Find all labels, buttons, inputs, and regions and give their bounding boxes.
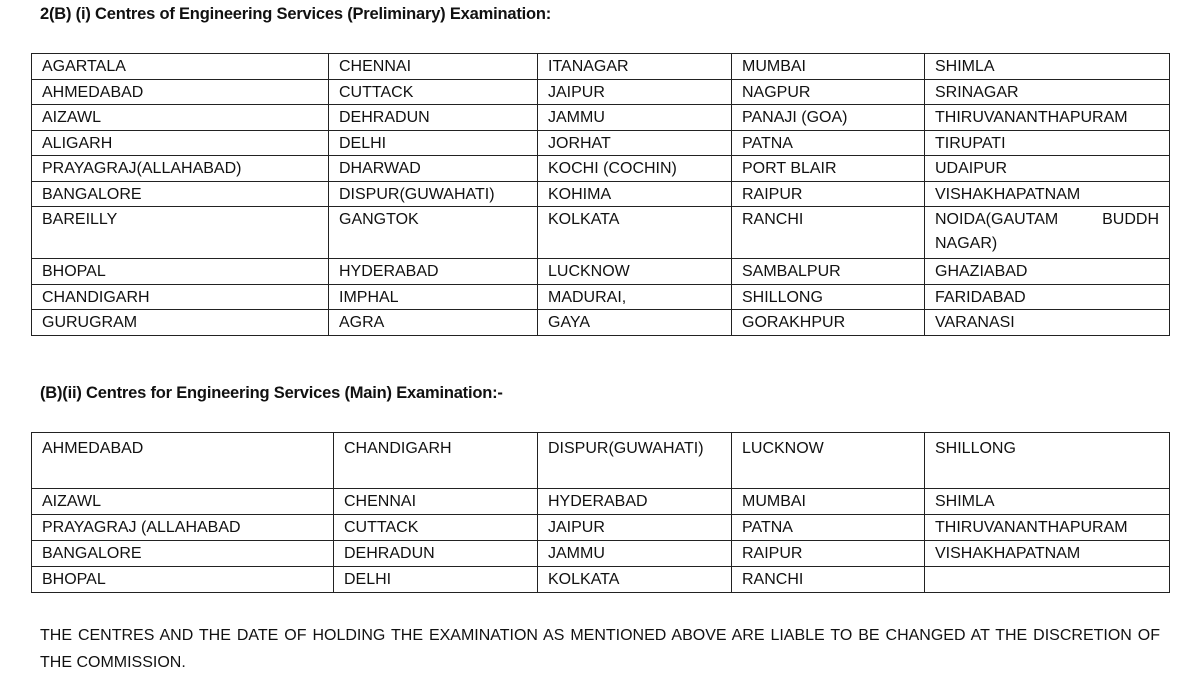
table-cell: DELHI [334, 567, 538, 593]
main-centres-table [31, 432, 1170, 593]
table-cell: BHOPAL [32, 567, 334, 593]
table-cell: SHIMLA [925, 489, 1170, 515]
table-cell: MADURAI, [538, 284, 732, 310]
table-cell: VISHAKHAPATNAM [925, 181, 1170, 207]
table-cell: RANCHI [732, 207, 925, 259]
table-cell: KOCHI (COCHIN) [538, 156, 732, 182]
table-cell: GHAZIABAD [925, 259, 1170, 285]
table-row [32, 567, 1170, 593]
table-cell: IMPHAL [329, 284, 538, 310]
table-row [32, 79, 1170, 105]
table-cell: MUMBAI [732, 489, 925, 515]
table-row [32, 310, 1170, 336]
table-row [32, 433, 1170, 489]
table-cell: FARIDABAD [925, 284, 1170, 310]
table-cell: UDAIPUR [925, 156, 1170, 182]
table-row [32, 105, 1170, 131]
table-cell: RAIPUR [732, 181, 925, 207]
table-cell: CHANDIGARH [334, 433, 538, 489]
disclaimer-note: THE CENTRES AND THE DATE OF HOLDING THE EXAMINATION AS MENTIONED ABOVE ARE LIABLE TO BE CHANGED AT THE DISCRETION OF THE COMMISSION. [40, 627, 1160, 671]
table-cell: CUTTACK [334, 515, 538, 541]
table-cell: GANGTOK [329, 207, 538, 259]
table-cell: JAIPUR [538, 79, 732, 105]
table-cell: VISHAKHAPATNAM [925, 541, 1170, 567]
table-cell: VARANASI [925, 310, 1170, 336]
table-cell [925, 567, 1170, 593]
table-cell: AGARTALA [32, 54, 329, 80]
table-row [32, 130, 1170, 156]
table-cell: ALIGARH [32, 130, 329, 156]
table-cell: AHMEDABAD [32, 433, 334, 489]
table-cell: SHILLONG [732, 284, 925, 310]
table-cell: SHIMLA [925, 54, 1170, 80]
table-cell: MUMBAI [732, 54, 925, 80]
table-cell: RAIPUR [732, 541, 925, 567]
table-cell: LUCKNOW [538, 259, 732, 285]
table-cell: DEHRADUN [329, 105, 538, 131]
table-row [32, 54, 1170, 80]
table-row [32, 515, 1170, 541]
table-cell: ITANAGAR [538, 54, 732, 80]
table-cell: PATNA [732, 130, 925, 156]
table-cell: THIRUVANANTHAPURAM [925, 515, 1170, 541]
table-cell: JAIPUR [538, 515, 732, 541]
table-cell: SAMBALPUR [732, 259, 925, 285]
table-cell: BAREILLY [32, 207, 329, 259]
table-row [32, 259, 1170, 285]
table-cell: DISPUR(GUWAHATI) [329, 181, 538, 207]
table-cell: AIZAWL [32, 105, 329, 131]
table-cell: RANCHI [732, 567, 925, 593]
prelim-centres-table [31, 53, 1170, 336]
table-cell: THIRUVANANTHAPURAM [925, 105, 1170, 131]
table-cell: AHMEDABAD [32, 79, 329, 105]
table-cell: BANGALORE [32, 181, 329, 207]
prelim-heading: 2(B) (i) Centres of Engineering Services (Preliminary) Examination: [40, 5, 552, 23]
table-cell: CUTTACK [329, 79, 538, 105]
table-cell: AGRA [329, 310, 538, 336]
table-cell: PRAYAGRAJ(ALLAHABAD) [32, 156, 329, 182]
table-cell: GORAKHPUR [732, 310, 925, 336]
table-cell: KOHIMA [538, 181, 732, 207]
main-heading: (B)(ii) Centres for Engineering Services (Main) Examination:- [40, 384, 503, 402]
table-cell: GURUGRAM [32, 310, 329, 336]
table-cell: HYDERABAD [329, 259, 538, 285]
table-row [32, 207, 1170, 259]
table-cell: BANGALORE [32, 541, 334, 567]
table-cell: HYDERABAD [538, 489, 732, 515]
table-cell: CHENNAI [329, 54, 538, 80]
table-cell: CHENNAI [334, 489, 538, 515]
table-cell: GAYA [538, 310, 732, 336]
table-row [32, 284, 1170, 310]
table-row [32, 156, 1170, 182]
table-cell: PORT BLAIR [732, 156, 925, 182]
table-cell: TIRUPATI [925, 130, 1170, 156]
table-cell: SRINAGAR [925, 79, 1170, 105]
table-row [32, 181, 1170, 207]
table-cell: SHILLONG [925, 433, 1170, 489]
table-cell: PRAYAGRAJ (ALLAHABAD [32, 515, 334, 541]
table-cell: DHARWAD [329, 156, 538, 182]
table-cell: NOIDA(GAUTAM BUDDH NAGAR) [925, 207, 1170, 259]
table-cell: KOLKATA [538, 207, 732, 259]
table-cell: DELHI [329, 130, 538, 156]
table-cell: AIZAWL [32, 489, 334, 515]
table-cell: BHOPAL [32, 259, 329, 285]
table-cell: DEHRADUN [334, 541, 538, 567]
table-cell: LUCKNOW [732, 433, 925, 489]
table-cell: JORHAT [538, 130, 732, 156]
table-cell: JAMMU [538, 541, 732, 567]
table-row [32, 489, 1170, 515]
table-cell: DISPUR(GUWAHATI) [538, 433, 732, 489]
table-cell: JAMMU [538, 105, 732, 131]
table-cell: KOLKATA [538, 567, 732, 593]
table-cell: NAGPUR [732, 79, 925, 105]
table-cell: PANAJI (GOA) [732, 105, 925, 131]
table-row [32, 541, 1170, 567]
table-cell: PATNA [732, 515, 925, 541]
table-cell: CHANDIGARH [32, 284, 329, 310]
